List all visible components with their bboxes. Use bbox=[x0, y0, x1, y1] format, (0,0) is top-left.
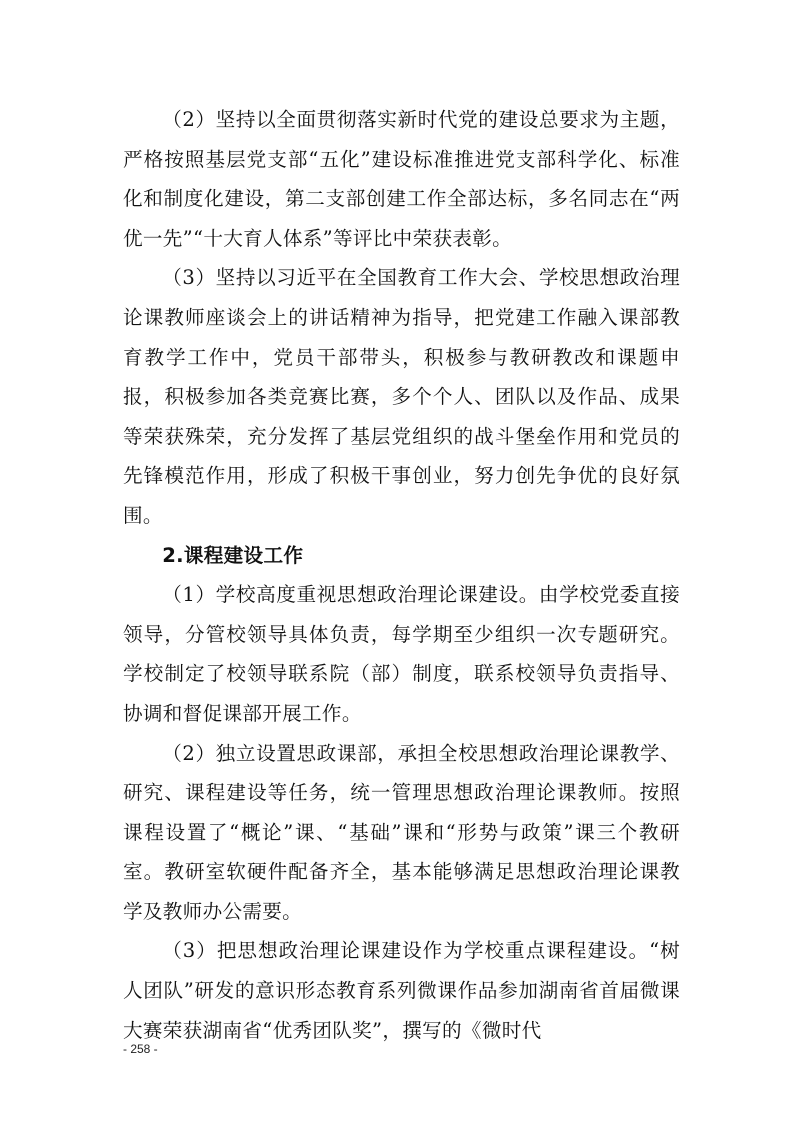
page-number: - 258 - bbox=[123, 1042, 158, 1056]
paragraph-party-building-3: （3）坚持以习近平在全国教育工作大会、学校思想政治理论课教师座谈会上的讲话精神为指导，把党建工作融入课部教育教学工作中，党员干部带头，积极参与教研教改和课题申报，积极参加各类竞赛比赛，多个个人、团队以及作品、成果等荣获殊荣，充分发挥了基层党组织的战斗堡垒作用和党员的先锋模范作用，形成了积极干事创业，努力创先争优的良好氛围。 bbox=[123, 266, 680, 527]
paragraph-course-2: （2）独立设置思政课部，承担全校思想政治理论课教学、研究、课程建设等任务，统一管理思想政治理论课教师。按照课程设置了“概论”课、“基础”课和“形势与政策”课三个教研室。教研室软硬件配备齐全，基本能够满足思想政治理论课教学及教师办公需要。 bbox=[123, 741, 680, 923]
section-heading-course-construction: 2.课程建设工作 bbox=[162, 543, 304, 567]
document-body bbox=[123, 100, 680, 1050]
paragraph-course-1: （1）学校高度重视思想政治理论课建设。由学校党委直接领导，分管校领导具体负责，每学期至少组织一次专题研究。学校制定了校领导联系院（部）制度，联系校领导负责指导、协调和督促课部开展工作。 bbox=[123, 583, 680, 725]
paragraph-party-building-2: （2）坚持以全面贯彻落实新时代党的建设总要求为主题，严格按照基层党支部“五化”建设标准推进党支部科学化、标准化和制度化建设，第二支部创建工作全部达标，多名同志在“两优一先”“十大育人体系”等评比中荣获表彰。 bbox=[123, 108, 680, 250]
paragraph-course-3: （3）把思想政治理论课建设作为学校重点课程建设。“树人团队”研发的意识形态教育系列微课作品参加湖南省首届微课大赛荣获湖南省“优秀团队奖”，撰写的《微时代 bbox=[123, 939, 680, 1042]
